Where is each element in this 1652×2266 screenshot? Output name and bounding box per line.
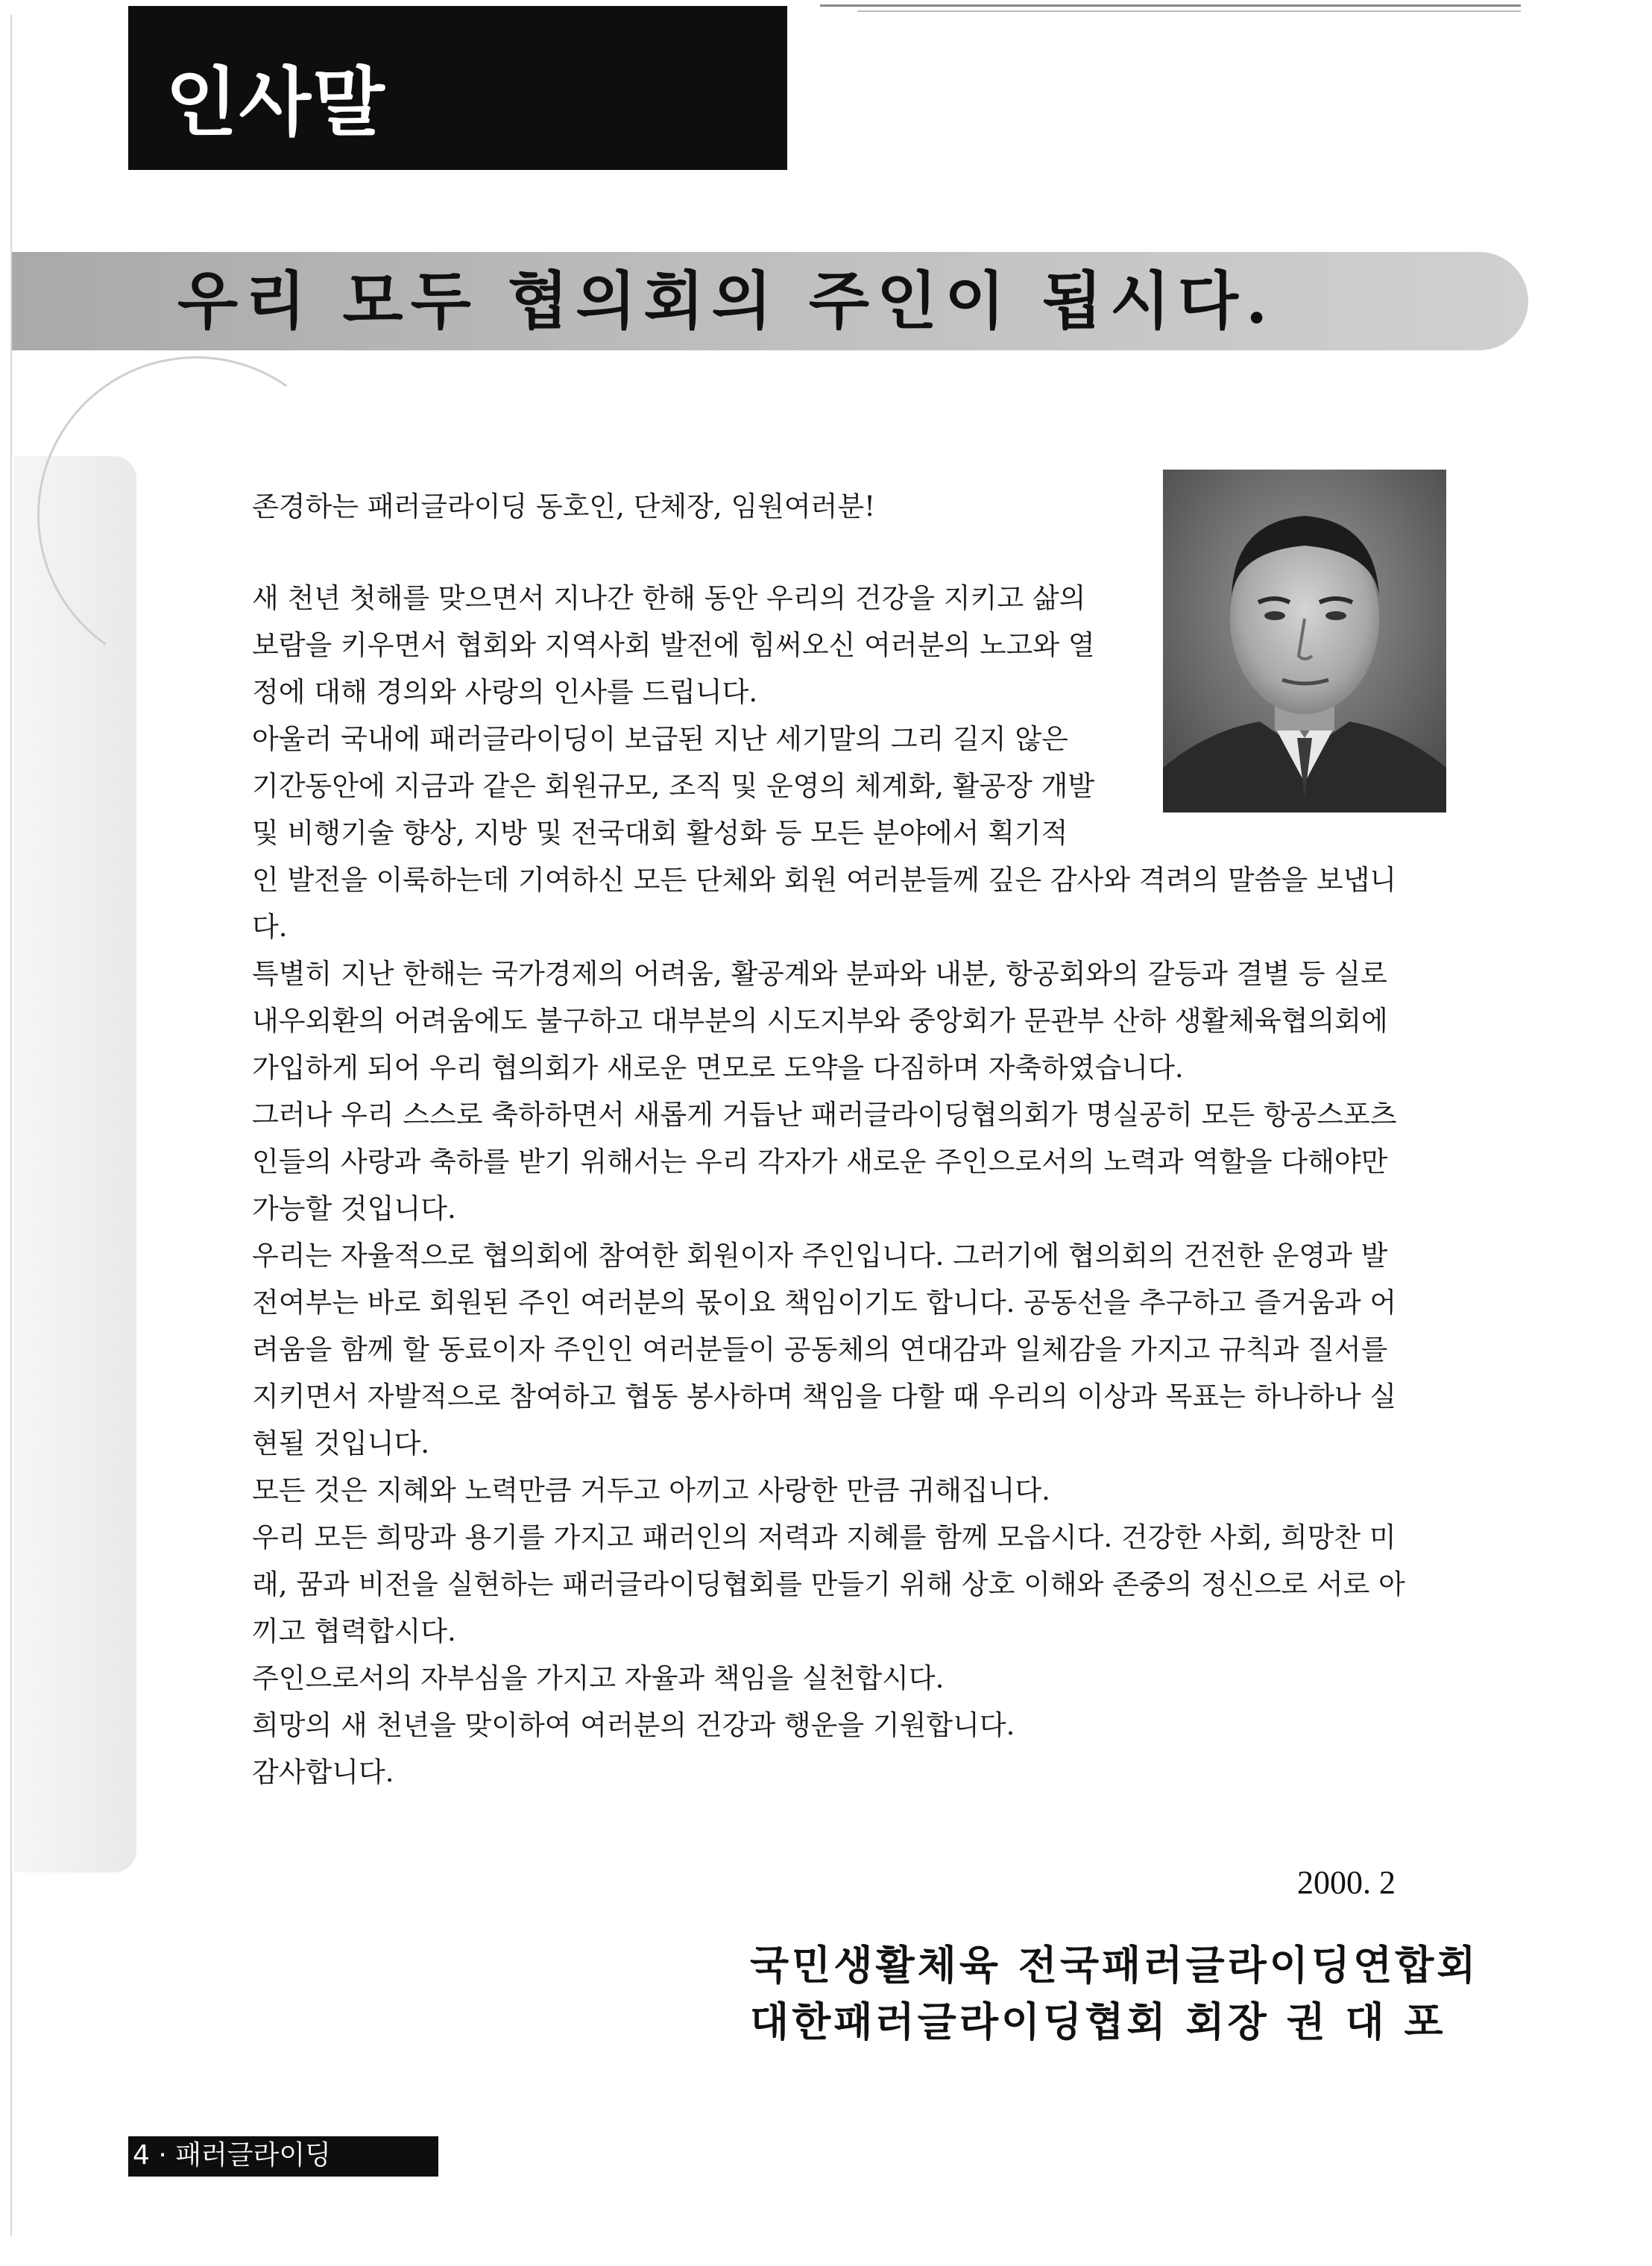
title-band [12, 252, 1528, 350]
salutation: 존경하는 패러글라이딩 동호인, 단체장, 임원여러분! [252, 490, 876, 523]
letter-body [252, 483, 1445, 1796]
decorative-side-panel [13, 456, 136, 1872]
text-line: 주인으로서의 자부심을 가지고 자율과 책임을 실천합시다. [252, 1662, 945, 1694]
text-line: 내우외환의 어려움에도 불구하고 대부분의 시도지부와 중앙회가 문관부 산하 생활체육협의회에 [252, 1005, 1388, 1037]
signature-organization: 국민생활체육 전국패러글라이딩연합회 [750, 1941, 1479, 1989]
text-line: 감사합니다. [252, 1756, 394, 1788]
text-line: 인 발전을 이룩하는데 기여하신 모든 단체와 회원 여러분들께 깊은 감사와 격려의 말씀을 보냅니 [252, 864, 1397, 896]
text-line: 희망의 새 천년을 맞이하여 여러분의 건강과 행운을 기원합니다. [252, 1709, 1015, 1741]
text-line: 새 천년 첫해를 맞으면서 지나간 한해 동안 우리의 건강을 지키고 삶의 [252, 582, 1086, 614]
top-rule-secondary [857, 10, 1521, 12]
text-line: 래, 꿈과 비전을 실현하는 패러글라이딩협회를 만들기 위해 상호 이해와 존중의 정신으로 서로 아 [252, 1568, 1405, 1600]
section-label: 인사말 [165, 59, 386, 146]
text-line: 다. [252, 911, 288, 943]
text-line: 가입하게 되어 우리 협의회가 새로운 면모로 도약을 다짐하며 자축하였습니다. [252, 1052, 1184, 1084]
text-line: 현될 것입니다. [252, 1427, 429, 1459]
text-line: 우리 모든 희망과 용기를 가지고 패러인의 저력과 지혜를 함께 모읍시다. 건강한 사회, 희망찬 미 [252, 1521, 1396, 1553]
text-line: 인들의 사랑과 축하를 받기 위해서는 우리 각자가 새로운 주인으로서의 노력과 역할을 다해야만 [252, 1146, 1388, 1178]
text-line: 우리는 자율적으로 협의회에 참여한 회원이자 주인입니다. 그러기에 협의회의 건전한 운영과 발 [252, 1240, 1388, 1272]
text-line: 모든 것은 지혜와 노력만큼 거두고 아끼고 사랑한 만큼 귀해집니다. [252, 1474, 1050, 1506]
text-line: 끼고 협력합시다. [252, 1615, 456, 1647]
text-line: 정에 대해 경의와 사랑의 인사를 드립니다. [252, 676, 758, 708]
text-line: 보람을 키우면서 협회와 지역사회 발전에 힘써오신 여러분의 노고와 열 [252, 629, 1095, 661]
letter-date: 2000. 2 [1297, 1864, 1396, 1901]
text-line: 및 비행기술 향상, 지방 및 전국대회 활성화 등 모든 분야에서 획기적 [252, 817, 1068, 849]
signature-block [750, 1937, 1479, 2050]
text-line: 가능할 것입니다. [252, 1193, 456, 1225]
section-header-tab [128, 6, 787, 170]
top-rule [820, 4, 1521, 7]
signature-name: 대한패러글라이딩협회 회장 권 대 포 [750, 1998, 1446, 2045]
text-line: 기간동안에 지금과 같은 회원규모, 조직 및 운영의 체계화, 활공장 개발 [252, 770, 1095, 802]
footer-page-tab [128, 2136, 438, 2177]
footer-page-label: 4 · 패러글라이딩 [133, 2140, 331, 2171]
text-line: 려움을 함께 할 동료이자 주인인 여러분들이 공동체의 연대감과 일체감을 가지고 규칙과 질서를 [252, 1334, 1388, 1366]
text-line: 그러나 우리 스스로 축하하면서 새롭게 거듭난 패러글라이딩협의회가 명실공히 모든 항공스포츠 [252, 1099, 1397, 1131]
text-line: 아울러 국내에 패러글라이딩이 보급된 지난 세기말의 그리 길지 않은 [252, 723, 1068, 755]
text-line: 특별히 지난 한해는 국가경제의 어려움, 활공계와 분파와 내분, 항공회와의 갈등과 결별 등 실로 [252, 958, 1387, 990]
text-line: 지키면서 자발적으로 참여하고 협동 봉사하며 책임을 다할 때 우리의 이상과 목표는 하나하나 실 [252, 1380, 1397, 1413]
page-title: 우리 모두 협의회의 주인이 됩시다. [177, 264, 1276, 338]
text-line: 전여부는 바로 회원된 주인 여러분의 몫이요 책임이기도 합니다. 공동선을 추구하고 즐거움과 어 [252, 1287, 1397, 1319]
